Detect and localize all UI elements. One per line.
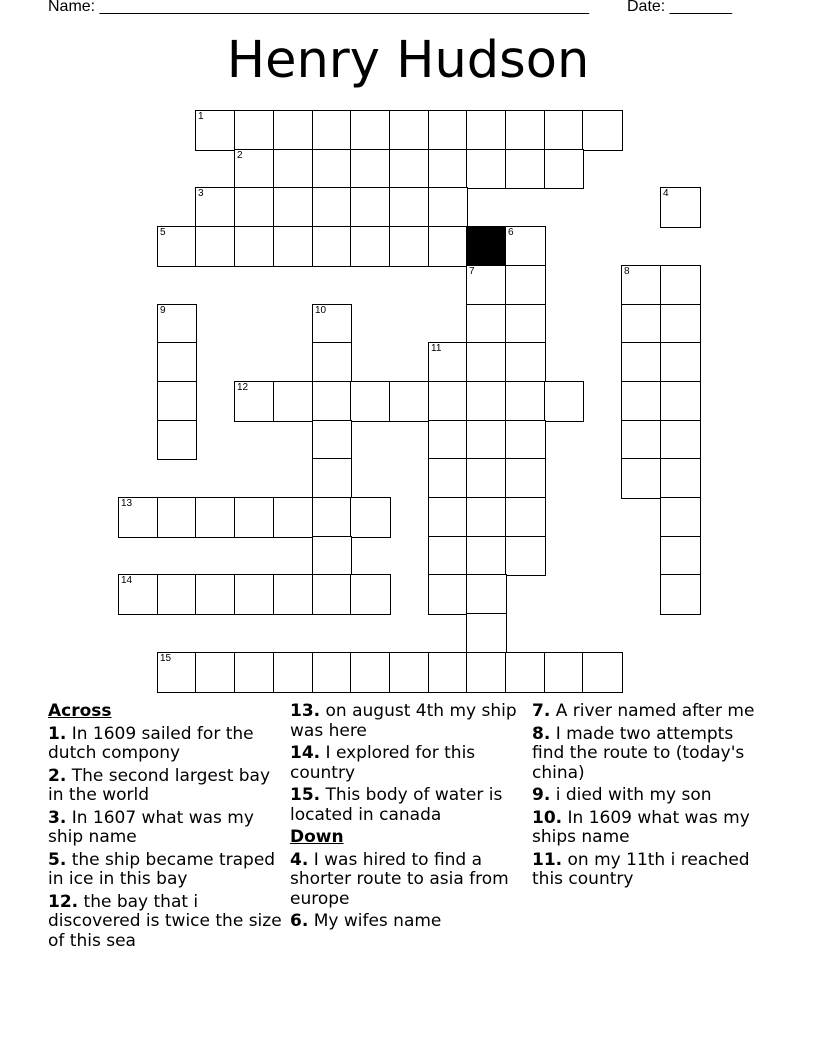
grid-cell[interactable] — [157, 497, 197, 538]
grid-cell[interactable] — [428, 458, 468, 499]
grid-cell[interactable] — [505, 342, 546, 383]
clue-number: 12. — [48, 891, 79, 912]
blocked-cell — [466, 226, 507, 267]
clue-text: This body of water is located in canada — [290, 785, 503, 825]
clue-number-label: 5 — [160, 227, 166, 238]
grid-cell[interactable] — [505, 536, 546, 576]
grid-cell[interactable] — [466, 381, 507, 422]
clue-down-6 — [290, 912, 526, 932]
clue-number-label: 11 — [431, 343, 442, 354]
grid-cell[interactable] — [660, 497, 701, 538]
grid-cell[interactable] — [660, 304, 701, 344]
clue-number-label: 2 — [237, 150, 243, 161]
grid-cell[interactable] — [195, 187, 236, 228]
clue-across-12 — [48, 893, 284, 952]
grid-cell[interactable] — [350, 652, 391, 693]
clue-text: on august 4th my ship was here — [290, 701, 517, 741]
grid-cell[interactable] — [312, 652, 352, 693]
grid-cell[interactable] — [312, 110, 352, 151]
grid-cell[interactable] — [505, 652, 546, 693]
clue-number: 8. — [532, 723, 551, 744]
clue-number-label: 3 — [198, 188, 204, 199]
grid-cell[interactable] — [195, 574, 236, 615]
clue-number-label: 14 — [121, 575, 133, 586]
clue-text: the bay that i discovered is twice the size of this sea — [48, 891, 282, 951]
grid-cell[interactable] — [350, 226, 391, 267]
grid-cell[interactable] — [273, 652, 314, 693]
grid-cell[interactable] — [195, 110, 236, 151]
clue-number: 11. — [532, 849, 563, 870]
grid-cell[interactable] — [428, 497, 468, 538]
grid-cell[interactable] — [544, 381, 584, 422]
grid-cell[interactable] — [428, 381, 468, 422]
grid-cell[interactable] — [621, 420, 662, 460]
clue-text: on my 11th i reached this country — [532, 849, 750, 889]
grid-cell[interactable] — [312, 226, 352, 267]
grid-cell[interactable] — [428, 420, 468, 460]
grid-cell[interactable] — [505, 458, 546, 499]
grid-cell[interactable] — [350, 381, 391, 422]
grid-cell[interactable] — [660, 420, 701, 460]
grid-cell[interactable] — [621, 342, 662, 383]
clue-across-14 — [290, 744, 526, 783]
clue-across-3 — [48, 809, 284, 848]
clue-text: I made two attempts find the route to (today's china) — [532, 723, 745, 783]
clues-column-1 — [48, 702, 284, 954]
clue-number-label: 8 — [624, 266, 630, 277]
grid-cell[interactable] — [466, 536, 507, 576]
grid-cell[interactable] — [312, 420, 352, 460]
clue-text: In 1607 what was my ship name — [48, 807, 254, 847]
clue-down-10 — [532, 809, 768, 848]
clue-down-8 — [532, 725, 768, 784]
grid-cell[interactable] — [505, 226, 546, 267]
grid-cell[interactable] — [118, 574, 159, 615]
clue-number-label: 12 — [237, 382, 249, 393]
grid-cell[interactable] — [273, 381, 314, 422]
grid-cell[interactable] — [273, 574, 314, 615]
grid-cell[interactable] — [157, 342, 197, 383]
grid-cell[interactable] — [312, 458, 352, 499]
clue-across-5 — [48, 851, 284, 890]
grid-cell[interactable] — [273, 149, 314, 189]
grid-cell[interactable] — [157, 574, 197, 615]
puzzle-title: Henry Hudson — [226, 31, 590, 90]
clue-text: The second largest bay in the world — [48, 765, 271, 805]
clue-number: 15. — [290, 785, 321, 805]
clues-column-3 — [532, 702, 768, 893]
clue-text: I explored for this country — [290, 743, 476, 783]
grid-cell[interactable] — [466, 458, 507, 499]
grid-cell[interactable] — [389, 226, 430, 267]
clue-number: 10. — [532, 807, 563, 828]
grid-cell[interactable] — [312, 381, 352, 422]
grid-cell[interactable] — [234, 652, 275, 693]
grid-cell[interactable] — [312, 574, 352, 615]
clue-across-15 — [290, 786, 526, 825]
grid-cell[interactable] — [350, 110, 391, 151]
clue-number: 6. — [290, 911, 309, 931]
grid-cell[interactable] — [660, 381, 701, 422]
clue-across-1 — [48, 725, 284, 764]
grid-cell[interactable] — [505, 381, 546, 422]
grid-cell[interactable] — [312, 304, 352, 344]
grid-cell[interactable] — [195, 652, 236, 693]
date-field-label: Date: _______ — [627, 0, 732, 15]
clue-across-13 — [290, 702, 526, 741]
grid-cell[interactable] — [544, 149, 584, 189]
grid-cell[interactable] — [466, 265, 507, 306]
grid-cell[interactable] — [389, 149, 430, 189]
grid-cell[interactable] — [466, 110, 507, 151]
clue-number: 13. — [290, 701, 321, 721]
grid-cell[interactable] — [157, 652, 197, 693]
grid-cell[interactable] — [234, 574, 275, 615]
grid-cell[interactable] — [466, 574, 507, 615]
grid-cell[interactable] — [273, 226, 314, 267]
grid-cell[interactable] — [466, 613, 507, 654]
clue-down-9 — [532, 786, 768, 806]
grid-cell[interactable] — [428, 226, 468, 267]
grid-cell[interactable] — [505, 304, 546, 344]
clue-text: In 1609 what was my ships name — [532, 807, 750, 847]
grid-cell[interactable] — [312, 342, 352, 383]
grid-cell[interactable] — [582, 652, 623, 693]
clue-down-4 — [290, 851, 526, 910]
grid-cell[interactable] — [312, 497, 352, 538]
clue-down-7 — [532, 702, 768, 722]
grid-cell[interactable] — [312, 536, 352, 576]
clue-number-label: 4 — [663, 188, 669, 199]
clue-number-label: 1 — [198, 111, 204, 122]
grid-cell[interactable] — [660, 187, 701, 228]
grid-cell[interactable] — [195, 226, 236, 267]
grid-cell[interactable] — [389, 110, 430, 151]
clue-number-label: 10 — [315, 305, 327, 316]
clue-number-label: 6 — [508, 227, 514, 238]
grid-cell[interactable] — [157, 226, 197, 267]
clue-text: My wifes name — [308, 911, 442, 931]
grid-cell[interactable] — [466, 342, 507, 383]
grid-cell[interactable] — [660, 574, 701, 615]
grid-cell[interactable] — [505, 420, 546, 460]
grid-cell[interactable] — [273, 187, 314, 228]
grid-cell[interactable] — [544, 110, 584, 151]
grid-cell[interactable] — [234, 110, 275, 151]
clue-text: i died with my son — [550, 785, 712, 805]
name-field-label: Name: _______________________________________________________ — [48, 0, 589, 15]
grid-cell[interactable] — [660, 536, 701, 576]
clue-down-11 — [532, 851, 768, 890]
clue-number: 3. — [48, 807, 67, 828]
clue-across-2 — [48, 767, 284, 806]
clue-text: In 1609 sailed for the dutch compony — [48, 723, 254, 763]
clue-number: 5. — [48, 849, 67, 870]
clue-text: the ship became traped in ice in this bay — [48, 849, 276, 889]
grid-cell[interactable] — [466, 149, 507, 189]
grid-cell[interactable] — [660, 342, 701, 383]
grid-cell[interactable] — [350, 497, 391, 538]
clues-column-2 — [290, 702, 526, 935]
clue-number: 9. — [532, 785, 551, 805]
grid-cell[interactable] — [428, 536, 468, 576]
grid-cell[interactable] — [389, 381, 430, 422]
clue-number: 4. — [290, 849, 309, 870]
grid-cell[interactable] — [234, 497, 275, 538]
grid-cell[interactable] — [660, 458, 701, 499]
grid-cell[interactable] — [157, 420, 197, 460]
grid-cell[interactable] — [157, 381, 197, 422]
grid-cell[interactable] — [234, 226, 275, 267]
clue-text: A river named after me — [550, 701, 755, 721]
down-heading: Down — [290, 827, 344, 847]
grid-cell[interactable] — [350, 187, 391, 228]
grid-cell[interactable] — [389, 652, 430, 693]
clue-text: I was hired to find a shorter route to asia from europe — [290, 849, 509, 909]
clue-number: 14. — [290, 743, 321, 763]
grid-cell[interactable] — [234, 187, 275, 228]
grid-cell[interactable] — [621, 265, 662, 306]
clue-number: 7. — [532, 701, 551, 721]
grid-cell[interactable] — [312, 149, 352, 189]
grid-cell[interactable] — [428, 342, 468, 383]
grid-cell[interactable] — [582, 110, 623, 151]
grid-cell[interactable] — [234, 381, 275, 422]
grid-cell[interactable] — [428, 574, 468, 615]
grid-cell[interactable] — [466, 497, 507, 538]
grid-cell[interactable] — [428, 652, 468, 693]
grid-cell[interactable] — [621, 304, 662, 344]
clue-number-label: 7 — [469, 266, 475, 277]
grid-cell[interactable] — [195, 497, 236, 538]
grid-cell[interactable] — [273, 497, 314, 538]
grid-cell[interactable] — [621, 381, 662, 422]
grid-cell[interactable] — [350, 149, 391, 189]
clue-number-label: 9 — [160, 305, 166, 316]
grid-cell[interactable] — [505, 497, 546, 538]
grid-cell[interactable] — [466, 304, 507, 344]
clue-number-label: 13 — [121, 498, 133, 509]
grid-cell[interactable] — [660, 265, 701, 306]
grid-cell[interactable] — [389, 187, 430, 228]
grid-cell[interactable] — [350, 574, 391, 615]
grid-cell[interactable] — [466, 420, 507, 460]
grid-cell[interactable] — [157, 304, 197, 344]
clue-number-label: 15 — [160, 653, 172, 664]
grid-cell[interactable] — [312, 187, 352, 228]
grid-cell[interactable] — [505, 149, 546, 189]
grid-cell[interactable] — [428, 149, 468, 189]
grid-cell[interactable] — [505, 265, 546, 306]
grid-cell[interactable] — [234, 149, 275, 189]
grid-cell[interactable] — [544, 652, 584, 693]
grid-cell[interactable] — [118, 497, 159, 538]
grid-cell[interactable] — [621, 458, 662, 499]
grid-cell[interactable] — [273, 110, 314, 151]
grid-cell[interactable] — [428, 110, 468, 151]
grid-cell[interactable] — [466, 652, 507, 693]
clue-number: 2. — [48, 765, 67, 786]
grid-cell[interactable] — [505, 110, 546, 151]
grid-cell[interactable] — [428, 187, 468, 228]
clue-number: 1. — [48, 723, 67, 744]
across-heading: Across — [48, 701, 112, 721]
